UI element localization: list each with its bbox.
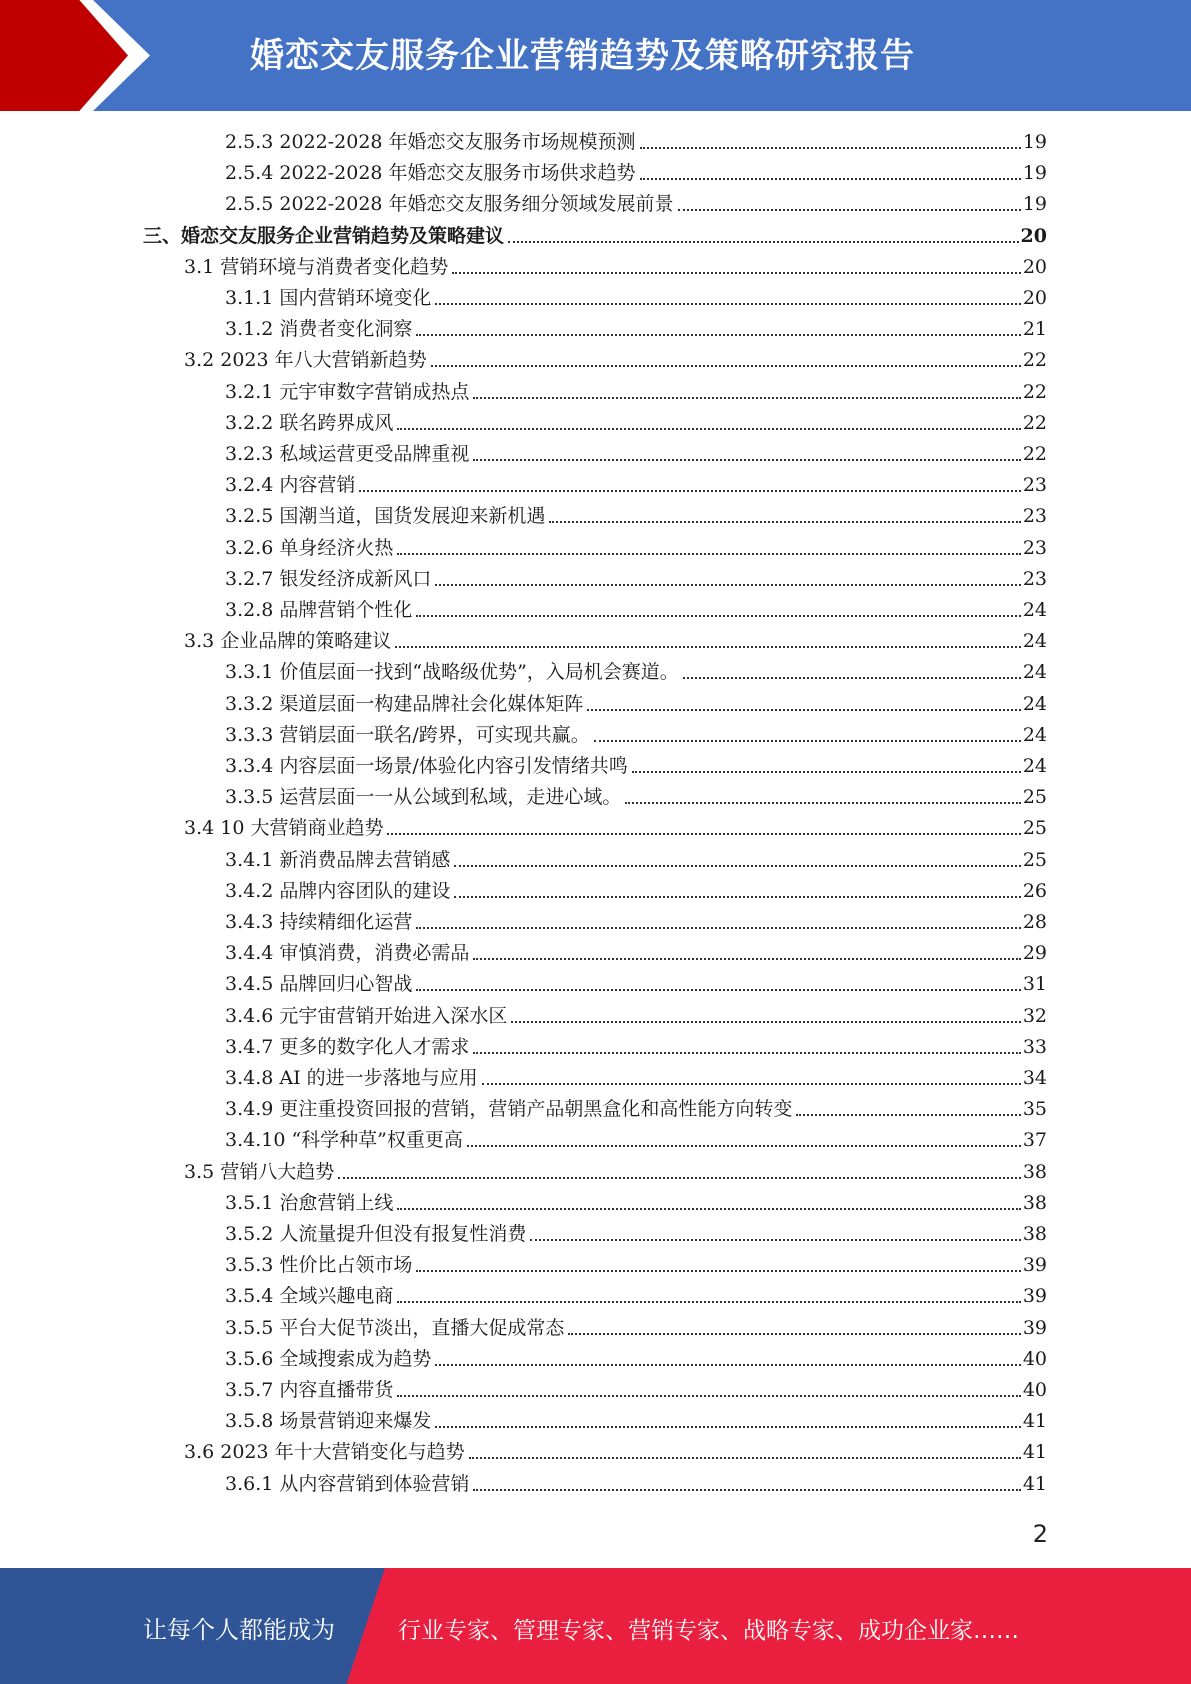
toc-leader-dots — [387, 832, 1020, 835]
toc-entry-page: 39 — [1022, 1254, 1047, 1276]
toc-entry-page: 25 — [1022, 849, 1047, 871]
toc-leader-dots — [796, 1113, 1020, 1116]
toc-entry[interactable] — [225, 159, 1047, 187]
toc-entry[interactable] — [225, 596, 1047, 624]
toc-entry[interactable] — [225, 1376, 1047, 1404]
toc-leader-dots — [640, 146, 1021, 149]
toc-entry-page: 31 — [1022, 973, 1047, 995]
toc-leader-dots — [454, 864, 1020, 867]
toc-entry-label: 3.4.4 审慎消费，消费必需品 — [225, 942, 470, 964]
toc-leader-dots — [452, 271, 1021, 274]
toc-entry[interactable] — [225, 690, 1047, 718]
toc-entry[interactable] — [225, 1314, 1047, 1342]
toc-entry[interactable] — [225, 1095, 1047, 1123]
toc-entry-page: 19 — [1022, 162, 1047, 184]
toc-entry-page: 24 — [1022, 755, 1047, 777]
toc-leader-dots — [454, 895, 1020, 898]
toc-leader-dots — [640, 177, 1021, 180]
toc-entry-page: 38 — [1022, 1192, 1047, 1214]
toc-leader-dots — [397, 1394, 1020, 1397]
toc-entry-page: 37 — [1022, 1129, 1047, 1151]
toc-leader-dots — [511, 1020, 1020, 1023]
toc-entry-label: 3.5.3 性价比占领市场 — [225, 1254, 413, 1276]
toc-leader-dots — [594, 739, 1021, 742]
toc-entry-label: 3.1.2 消费者变化洞察 — [225, 318, 413, 340]
toc-entry-page: 24 — [1022, 693, 1047, 715]
toc-entry-label: 3.4.6 元宇宙营销开始进入深水区 — [225, 1005, 508, 1027]
toc-entry-label: 3.5 营销八大趋势 — [184, 1161, 335, 1183]
toc-entry-page: 32 — [1022, 1005, 1047, 1027]
toc-entry[interactable] — [225, 970, 1047, 998]
toc-entry-page: 39 — [1022, 1317, 1047, 1339]
toc-entry-page: 28 — [1022, 911, 1047, 933]
toc-entry-label: 3.3.3 营销层面一联名/跨界，可实现共赢。 — [225, 724, 590, 746]
toc-entry-label: 3.5.7 内容直播带货 — [225, 1379, 394, 1401]
toc-leader-dots — [549, 520, 1020, 523]
toc-entry-page: 23 — [1022, 505, 1047, 527]
toc-entry-label: 3.3 企业品牌的策略建议 — [184, 630, 392, 652]
toc-leader-dots — [416, 1269, 1020, 1272]
toc-entry[interactable] — [184, 627, 1047, 655]
toc-entry-page: 25 — [1022, 786, 1047, 808]
toc-entry-label: 3.3.1 价值层面一找到“战略级优势”，入局机会赛道。 — [225, 661, 679, 683]
toc-entry[interactable] — [225, 1064, 1047, 1092]
toc-entry-label: 3.5.6 全域搜索成为趋势 — [225, 1348, 432, 1370]
toc-entry[interactable] — [225, 502, 1047, 530]
toc-entry-page: 21 — [1022, 318, 1047, 340]
toc-leader-dots — [397, 552, 1020, 555]
toc-leader-dots — [435, 1363, 1020, 1366]
toc-entry-label: 3.4.7 更多的数字化人才需求 — [225, 1036, 470, 1058]
footer-slogan-right: 行业专家、管理专家、营销专家、战略专家、成功企业家…… — [398, 1618, 1019, 1644]
toc-entry-label: 3.3.2 渠道层面一构建品牌社会化媒体矩阵 — [225, 693, 584, 715]
toc-entry[interactable] — [225, 783, 1047, 811]
toc-entry[interactable] — [225, 440, 1047, 468]
toc-entry[interactable] — [184, 253, 1047, 281]
toc-entry-page: 41 — [1022, 1473, 1047, 1495]
toc-entry-label: 3.4.8 AI 的进一步落地与应用 — [225, 1067, 478, 1089]
toc-entry-label: 3.1 营销环境与消费者变化趋势 — [184, 256, 449, 278]
toc-entry[interactable] — [225, 315, 1047, 343]
toc-entry-label: 3.4.10 “科学种草”权重更高 — [225, 1129, 463, 1151]
toc-entry-page: 24 — [1022, 599, 1047, 621]
toc-leader-dots — [530, 1238, 1020, 1241]
toc-entry[interactable] — [225, 190, 1047, 218]
toc-entry-page: 39 — [1022, 1285, 1047, 1307]
toc-leader-dots — [473, 957, 1020, 960]
toc-leader-dots — [473, 458, 1020, 461]
toc-entry-page: 34 — [1022, 1067, 1047, 1089]
toc-entry[interactable] — [225, 721, 1047, 749]
toc-entry[interactable] — [225, 752, 1047, 780]
toc-entry[interactable] — [225, 565, 1047, 593]
toc-entry-label: 3.4 10 大营销商业趋势 — [184, 817, 384, 839]
toc-entry[interactable] — [225, 284, 1047, 312]
toc-leader-dots — [625, 801, 1020, 804]
toc-leader-dots — [508, 240, 1019, 243]
toc-entry-page: 35 — [1022, 1098, 1047, 1120]
footer-slogan-left: 让每个人都能成为 — [143, 1616, 335, 1644]
toc-entry-label: 3.2.2 联名跨界成风 — [225, 412, 394, 434]
toc-entry-page: 38 — [1022, 1223, 1047, 1245]
toc-entry[interactable] — [225, 1033, 1047, 1061]
report-title: 婚恋交友服务企业营销趋势及策略研究报告 — [250, 36, 915, 76]
toc-entry[interactable] — [225, 939, 1047, 967]
toc-entry-label: 3.5.2 人流量提升但没有报复性消费 — [225, 1223, 527, 1245]
toc-entry-page: 22 — [1022, 349, 1047, 371]
toc-entry-label: 3.6.1 从内容营销到体验营销 — [225, 1473, 470, 1495]
toc-leader-dots — [482, 1082, 1021, 1085]
toc-entry-label: 3.2 2023 年八大营销新趋势 — [184, 349, 427, 371]
toc-entry-label: 2.5.4 2022-2028 年婚恋交友服务市场供求趋势 — [225, 162, 636, 184]
toc-entry[interactable] — [225, 534, 1047, 562]
toc-entry-label: 3.1.1 国内营销环境变化 — [225, 287, 432, 309]
toc-entry-page: 20 — [1022, 256, 1047, 278]
toc-entry-label: 3.2.1 元宇审数字营销成热点 — [225, 381, 470, 403]
toc-entry-page: 26 — [1022, 880, 1047, 902]
toc-entry[interactable] — [184, 814, 1047, 842]
toc-leader-dots — [435, 583, 1020, 586]
toc-leader-dots — [473, 396, 1020, 399]
toc-entry[interactable] — [225, 877, 1047, 905]
toc-entry-page: 41 — [1022, 1441, 1047, 1463]
toc-leader-dots — [435, 1425, 1020, 1428]
toc-entry-page: 19 — [1022, 131, 1047, 153]
toc-entry[interactable] — [225, 1126, 1047, 1154]
toc-entry-page: 29 — [1022, 942, 1047, 964]
toc-leader-dots — [416, 614, 1020, 617]
toc-entry[interactable] — [143, 222, 1047, 250]
toc-leader-dots — [397, 1300, 1020, 1303]
toc-entry-label: 3.2.3 私域运营更受品牌重视 — [225, 443, 470, 465]
toc-entry-page: 33 — [1022, 1036, 1047, 1058]
toc-entry[interactable] — [225, 1002, 1047, 1030]
toc-entry[interactable] — [225, 658, 1047, 686]
toc-entry[interactable] — [225, 409, 1047, 437]
toc-entry-page: 23 — [1022, 537, 1047, 559]
toc-entry-label: 三、婚恋交友服务企业营销趋势及策略建议 — [143, 225, 505, 247]
toc-entry-label: 3.5.1 治愈营销上线 — [225, 1192, 394, 1214]
toc-entry[interactable] — [225, 908, 1047, 936]
toc-entry-page: 23 — [1022, 568, 1047, 590]
toc-entry-page: 20 — [1022, 287, 1047, 309]
toc-entry-label: 3.4.5 品牌回归心智战 — [225, 973, 413, 995]
toc-leader-dots — [431, 364, 1021, 367]
toc-entry[interactable] — [225, 1345, 1047, 1373]
toc-leader-dots — [683, 676, 1021, 679]
toc-entry-label: 3.5.5 平台大促节淡出，直播大促成常态 — [225, 1317, 565, 1339]
toc-entry-label: 2.5.3 2022-2028 年婚恋交友服务市场规模预测 — [225, 131, 636, 153]
toc-entry-label: 3.2.8 品牌营销个性化 — [225, 599, 413, 621]
toc-leader-dots — [416, 988, 1020, 991]
toc-entry-label: 3.5.8 场景营销迎来爆发 — [225, 1410, 432, 1432]
toc-entry-label: 3.4.9 更注重投资回报的营销，营销产品朝黑盒化和高性能方向转变 — [225, 1098, 793, 1120]
toc-entry[interactable] — [225, 1189, 1047, 1217]
toc-entry-label: 3.4.3 持续精细化运营 — [225, 911, 413, 933]
toc-leader-dots — [397, 1207, 1020, 1210]
toc-entry-page: 40 — [1022, 1348, 1047, 1370]
toc-leader-dots — [416, 926, 1020, 929]
toc-leader-dots — [632, 770, 1021, 773]
toc-entry[interactable] — [225, 378, 1047, 406]
toc-entry[interactable] — [225, 1251, 1047, 1279]
toc-leader-dots — [359, 489, 1020, 492]
toc-leader-dots — [395, 645, 1021, 648]
toc-entry-page: 22 — [1022, 412, 1047, 434]
toc-entry[interactable] — [225, 1220, 1047, 1248]
toc-entry-label: 3.2.4 内容营销 — [225, 474, 356, 496]
toc-entry[interactable] — [225, 1282, 1047, 1310]
toc-entry-label: 3.3.5 运营层面一一从公域到私域，走进心域。 — [225, 786, 622, 808]
toc-entry-page: 24 — [1022, 630, 1047, 652]
toc-entry[interactable] — [184, 1438, 1047, 1466]
toc-entry-page: 24 — [1022, 661, 1047, 683]
toc-leader-dots — [469, 1456, 1021, 1459]
page-footer — [0, 1568, 1191, 1684]
toc-leader-dots — [338, 1176, 1021, 1179]
toc-entry-label: 3.4.2 品牌内容团队的建设 — [225, 880, 451, 902]
toc-entry-page: 22 — [1022, 381, 1047, 403]
toc-entry[interactable] — [225, 1470, 1047, 1498]
toc-entry-page: 24 — [1022, 724, 1047, 746]
toc-entry-page: 20 — [1020, 225, 1047, 247]
toc-entry[interactable] — [225, 128, 1047, 156]
toc-entry-label: 3.4.1 新消费品牌去营销感 — [225, 849, 451, 871]
toc-entry-page: 41 — [1022, 1410, 1047, 1432]
toc-entry-label: 3.3.4 内容层面一场景/体验化内容引发情绪共鸣 — [225, 755, 628, 777]
toc-entry-label: 3.5.4 全域兴趣电商 — [225, 1285, 394, 1307]
toc-leader-dots — [473, 1051, 1020, 1054]
toc-leader-dots — [416, 333, 1020, 336]
toc-entry-label: 2.5.5 2022-2028 年婚恋交友服务细分领域发展前景 — [225, 193, 674, 215]
toc-leader-dots — [467, 1144, 1021, 1147]
toc-entry[interactable] — [225, 471, 1047, 499]
toc-entry-label: 3.2.6 单身经济火热 — [225, 537, 394, 559]
toc-leader-dots — [473, 1488, 1020, 1491]
toc-leader-dots — [397, 427, 1020, 430]
toc-entry-page: 22 — [1022, 443, 1047, 465]
toc-leader-dots — [435, 302, 1020, 305]
toc-entry-page: 23 — [1022, 474, 1047, 496]
toc-entry-label: 3.6 2023 年十大营销变化与趋势 — [184, 1441, 465, 1463]
toc-entry-label: 3.2.5 国潮当道，国货发展迎来新机遇 — [225, 505, 546, 527]
toc-entry-page: 25 — [1022, 817, 1047, 839]
page-number: 2 — [1032, 1520, 1048, 1548]
toc-leader-dots — [678, 208, 1021, 211]
toc-entry[interactable] — [225, 1407, 1047, 1435]
toc-leader-dots — [568, 1332, 1020, 1335]
toc-entry-page: 38 — [1022, 1161, 1047, 1183]
toc-entry[interactable] — [184, 346, 1047, 374]
toc-entry-label: 3.2.7 银发经济成新风口 — [225, 568, 432, 590]
toc-leader-dots — [587, 708, 1020, 711]
page-header — [0, 0, 1191, 111]
toc-entry-page: 19 — [1022, 193, 1047, 215]
toc-entry[interactable] — [184, 1158, 1047, 1186]
toc-entry[interactable] — [225, 846, 1047, 874]
toc-entry-page: 40 — [1022, 1379, 1047, 1401]
